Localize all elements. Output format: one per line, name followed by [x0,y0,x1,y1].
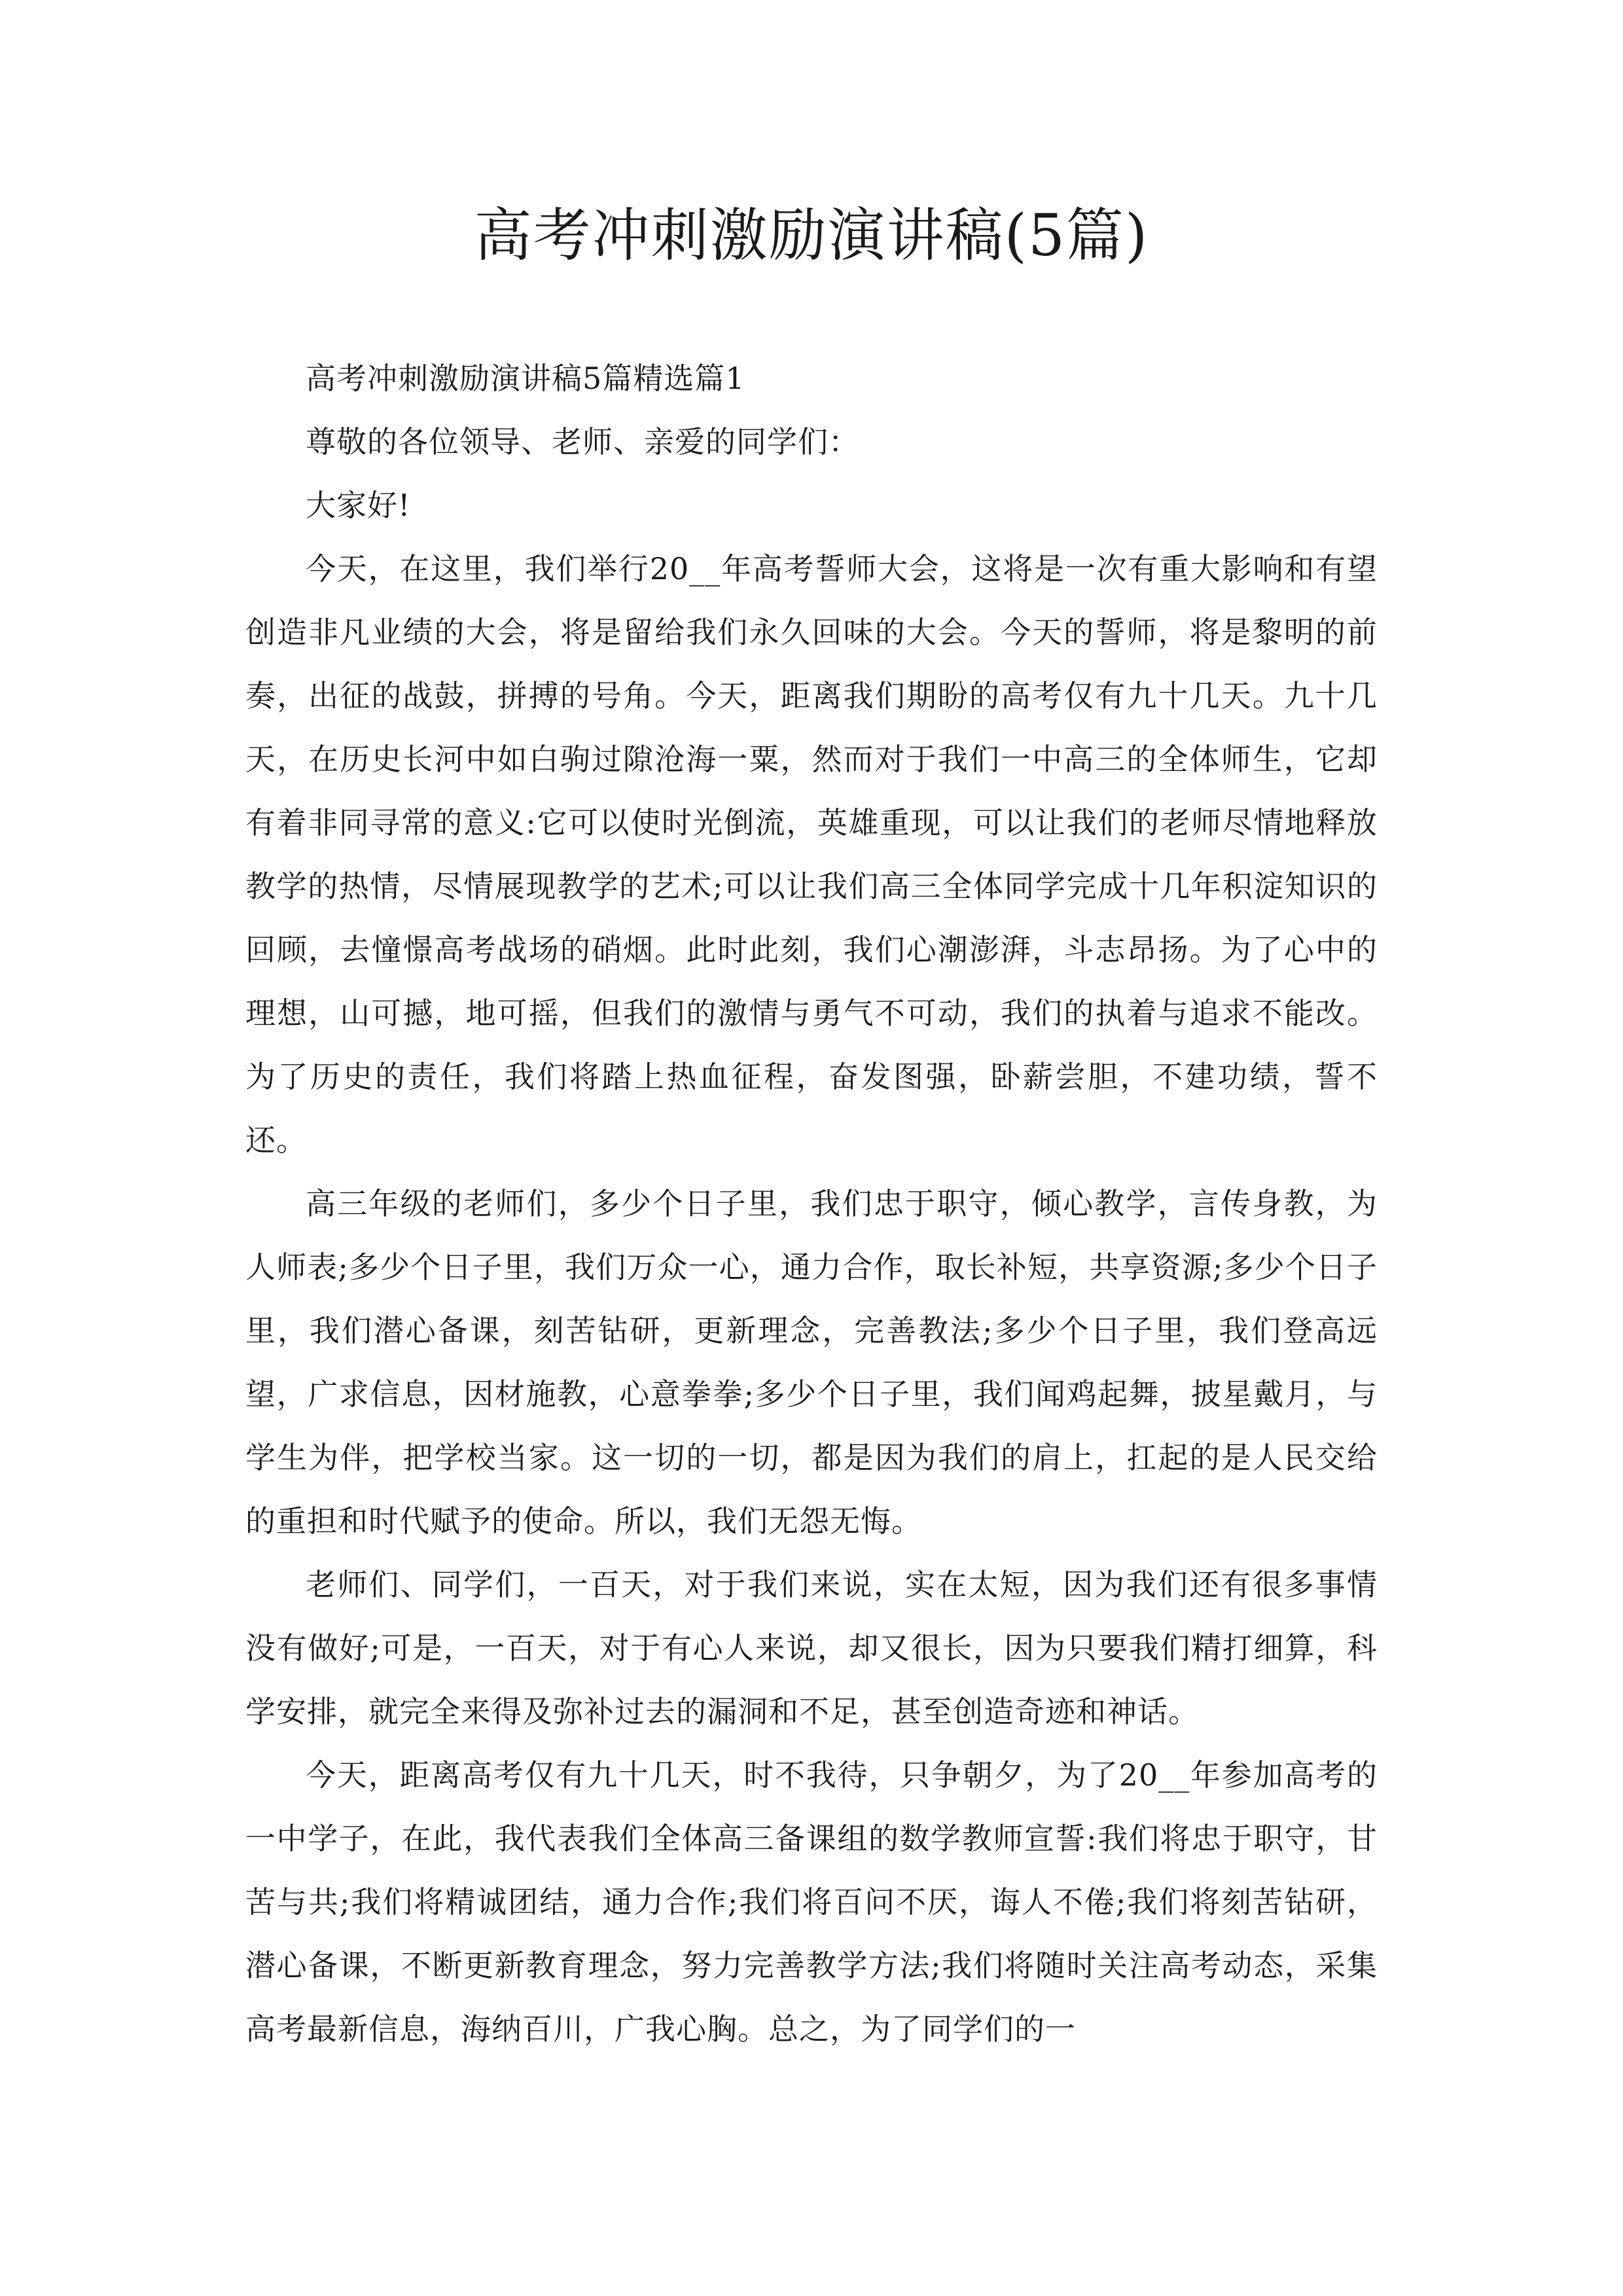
body-paragraph: 今天，距离高考仅有九十几天，时不我待，只争朝夕，为了20__年参加高考的一中学子，在此，我代表我们全体高三备课组的数学教师宣誓:我们将忠于职守，甘苦与共;我们将精诚团结，通力合作;我们将百问不厌，诲人不倦;我们将刻苦钻研，潜心备课，不断更新教育理念，努力完善教学方法;我们将随时关注高考动态，采集高考最新信息，海纳百川，广我心胸。总之，为了同学们的一 [245,1757,1378,2047]
document-title: 高考冲刺激励演讲稿(5篇) [474,202,1149,269]
salutation-paragraph: 尊敬的各位领导、老师、亲爱的同学们： [306,424,859,459]
body-paragraph: 高三年级的老师们，多少个日子里，我们忠于职守，倾心教学，言传身教，为人师表;多少个日子里，我们万众一心，通力合作，取长补短，共享资源;多少个日子里，我们潜心备课，刻苦钻研，更新理念，完善教法;多少个日子里，我们登高远望，广求信息，因材施教，心意拳拳;多少个日子里，我们闻鸡起舞，披星戴月，与学生为伴，把学校当家。这一切的一切，都是因为我们的肩上，扛起的是人民交给的重担和时代赋予的使命。所以，我们无怨无悔。 [245,1186,1378,1539]
subtitle-paragraph: 高考冲刺激励演讲稿5篇精选篇1 [306,361,745,396]
greeting-paragraph: 大家好! [306,488,411,523]
body-paragraph: 今天，在这里，我们举行20__年高考誓师大会，这将是一次有重大影响和有望创造非凡业绩的大会，将是留给我们永久回味的大会。今天的誓师，将是黎明的前奏，出征的战鼓，拼搏的号角。今天，距离我们期盼的高考仅有九十几天。九十几天，在历史长河中如白驹过隙沧海一粟，然而对于我们一中高三的全体师生，它却有着非同寻常的意义:它可以使时光倒流，英雄重现，可以让我们的老师尽情地释放教学的热情，尽情展现教学的艺术;可以让我们高三全体同学完成十几年积淀知识的回顾，去憧憬高考战场的硝烟。此时此刻，我们心潮澎湃，斗志昂扬。为了心中的理想，山可撼，地可摇，但我们的激情与勇气不可动，我们的执着与追求不能改。为了历史的责任，我们将踏上热血征程，奋发图强，卧薪尝胆，不建功绩，誓不还。 [245,551,1378,1158]
document-body [245,347,1378,2061]
body-paragraph: 老师们、同学们，一百天，对于我们来说，实在太短，因为我们还有很多事情没有做好;可是，一百天，对于有心人来说，却又很长，因为只要我们精打细算，科学安排，就完全来得及弥补过去的漏洞和不足，甚至创造奇迹和神话。 [245,1567,1378,1729]
